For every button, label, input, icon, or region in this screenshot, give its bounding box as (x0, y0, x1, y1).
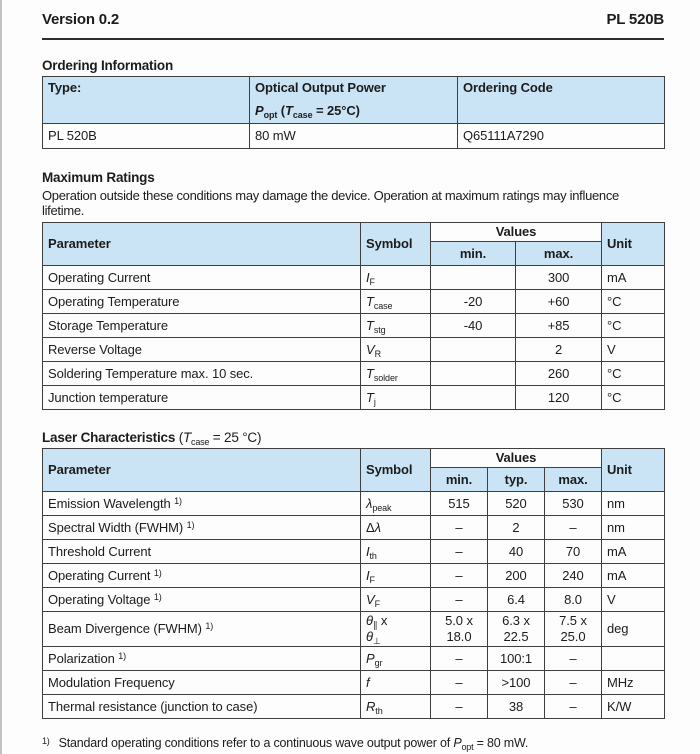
text-segment: Operating Voltage (48, 591, 154, 607)
table-row (43, 290, 665, 314)
superscript-footnote-marker: 1) (205, 621, 214, 631)
text-segment: T (366, 293, 374, 309)
subscript: th (369, 550, 377, 561)
text-segment: ( (277, 103, 286, 118)
subscript: case (373, 300, 393, 311)
cell-unit: °C (602, 314, 665, 338)
table-row (43, 266, 665, 290)
cell-min (431, 386, 516, 410)
cell-typ: 200 (488, 564, 545, 588)
cell-unit: °C (602, 386, 665, 410)
table-row (43, 386, 665, 410)
text-segment: θ (366, 629, 373, 644)
subscript: peak (372, 502, 392, 513)
cell-typ: 38 (488, 695, 545, 719)
subscript: F (369, 276, 375, 287)
column-header-ordering-code: Ordering Code (458, 77, 665, 124)
text-segment: V (366, 591, 375, 607)
cell-typ: 40 (488, 540, 545, 564)
cell-min: – (431, 647, 488, 671)
laser-characteristics-table (42, 448, 665, 719)
text-segment: 18.0 (446, 629, 472, 644)
cell-max: 70 (545, 540, 602, 564)
cell-min: – (431, 564, 488, 588)
laser-table-head (43, 449, 665, 492)
cell-unit: deg (602, 612, 665, 647)
cell-parameter (43, 564, 361, 588)
text-segment: Standard operating conditions refer to a continuous wave output power of (58, 736, 454, 750)
table-row (43, 671, 665, 695)
cell-min (431, 362, 516, 386)
cell-type: PL 520B (43, 124, 250, 149)
text-segment: P (366, 650, 375, 666)
cell-parameter: Storage Temperature (43, 314, 361, 338)
column-header-min: min. (431, 242, 516, 266)
cell-symbol (361, 564, 431, 588)
cell-power: 80 mW (250, 124, 458, 149)
cell-max (545, 612, 602, 647)
cell-max: 530 (545, 492, 602, 516)
cell-symbol (361, 671, 431, 695)
subscript: F (369, 574, 375, 585)
cell-symbol (361, 290, 431, 314)
cell-min: 515 (431, 492, 488, 516)
cell-parameter: Operating Current (43, 266, 361, 290)
table-row (43, 124, 665, 149)
ordering-information-section (42, 58, 664, 149)
cell-parameter (43, 588, 361, 612)
footnote-marker: 1) (42, 736, 50, 746)
cell-min: – (431, 540, 488, 564)
cell-parameter (43, 695, 361, 719)
cell-symbol (361, 492, 431, 516)
maximum-ratings-table-head (43, 223, 665, 266)
cell-symbol (361, 386, 431, 410)
cell-symbol (361, 314, 431, 338)
power-header-line2 (255, 103, 452, 119)
cell-unit: mA (602, 266, 665, 290)
table-row (43, 695, 665, 719)
column-header-values: Values (431, 449, 602, 468)
column-header-type: Type: (43, 77, 250, 124)
product-name: PL 520B (606, 11, 664, 28)
subscript: opt (263, 110, 278, 120)
cell-unit: °C (602, 362, 665, 386)
cell-unit: K/W (602, 695, 665, 719)
cell-symbol (361, 266, 431, 290)
text-segment: Δ (366, 519, 375, 535)
cell-min: – (431, 671, 488, 695)
table-row (43, 362, 665, 386)
table-row (43, 564, 665, 588)
subscript: case (191, 437, 210, 447)
cell-symbol (361, 362, 431, 386)
cell-unit: nm (602, 516, 665, 540)
subscript: case (292, 110, 313, 120)
cell-unit: nm (602, 492, 665, 516)
cell-typ: 6.4 (488, 588, 545, 612)
cell-max: 240 (545, 564, 602, 588)
cell-max: 300 (516, 266, 602, 290)
cell-min: – (431, 695, 488, 719)
table-header-row (43, 77, 665, 124)
cell-typ (488, 612, 545, 647)
laser-characteristics-section (42, 430, 664, 719)
cell-symbol (361, 516, 431, 540)
cell-max: +85 (516, 314, 602, 338)
document-header (42, 11, 664, 28)
cell-min: -40 (431, 314, 516, 338)
laser-title-text: Laser Characteristics (42, 430, 179, 445)
ordering-table-head (43, 77, 665, 124)
subscript: ⊥ (372, 636, 381, 646)
subscript: R (374, 348, 381, 359)
table-row (43, 338, 665, 362)
text-segment: 22.5 (503, 629, 529, 644)
cell-max: 2 (516, 338, 602, 362)
column-header-unit: Unit (602, 223, 665, 266)
superscript-footnote-marker: 1) (174, 495, 182, 506)
table-row (43, 588, 665, 612)
cell-min (431, 612, 488, 647)
cell-max: 8.0 (545, 588, 602, 612)
cell-symbol (361, 540, 431, 564)
maximum-ratings-section (42, 170, 664, 410)
text-segment: I (366, 567, 370, 583)
cell-parameter: Junction temperature (43, 386, 361, 410)
text-segment: P (453, 736, 462, 750)
cell-unit: MHz (602, 671, 665, 695)
cell-min: -20 (431, 290, 516, 314)
text-segment: Operating Current (48, 567, 154, 583)
text-segment: T (285, 103, 293, 118)
text-segment: T (366, 317, 374, 333)
subscript: solder (373, 372, 398, 383)
power-header-line1: Optical Output Power (255, 80, 386, 95)
column-header-max: max. (545, 468, 602, 492)
cell-symbol (361, 695, 431, 719)
maximum-ratings-description: Operation outside these conditions may damage the device. Operation at maximum ratings may influence lifetime. (42, 188, 619, 218)
cell-code: Q65111A7290 (458, 124, 665, 149)
datasheet-page (2, 0, 700, 750)
column-header-min: min. (431, 468, 488, 492)
text-segment: I (366, 269, 370, 285)
cell-min (431, 338, 516, 362)
cell-max: – (545, 647, 602, 671)
cell-min: – (431, 516, 488, 540)
table-row (43, 492, 665, 516)
cell-min: – (431, 588, 488, 612)
text-segment: Threshold Current (48, 543, 152, 559)
subscript: th (375, 705, 383, 716)
cell-symbol (361, 647, 431, 671)
version-label: Version 0.2 (42, 11, 120, 28)
text-segment: θ (366, 613, 373, 628)
laser-table-body (43, 492, 665, 719)
column-header-parameter: Parameter (43, 223, 361, 266)
text-segment: λ (366, 495, 373, 511)
text-segment: Thermal resistance (junction to case) (48, 698, 258, 714)
text-segment: f (366, 674, 370, 690)
cell-symbol (361, 338, 431, 362)
text-segment: I (366, 543, 370, 559)
table-row (43, 612, 665, 647)
footnote-text (59, 736, 529, 750)
text-segment: 6.3 x (502, 613, 530, 628)
text-segment: P (255, 103, 264, 118)
footnote (42, 736, 664, 750)
text-segment: 7.5 x (559, 613, 587, 628)
cell-parameter: Reverse Voltage (43, 338, 361, 362)
table-row (43, 516, 665, 540)
text-segment: x (377, 613, 388, 628)
text-segment: Emission Wavelength (48, 495, 175, 511)
cell-unit: mA (602, 564, 665, 588)
cell-typ: >100 (488, 671, 545, 695)
subscript: opt (461, 742, 474, 752)
cell-unit: °C (602, 290, 665, 314)
text-segment: Beam Divergence (FWHM) (48, 621, 206, 636)
ordering-table-body (43, 124, 665, 149)
text-segment: 5.0 x (445, 613, 473, 628)
cell-parameter (43, 492, 361, 516)
text-segment: Modulation Frequency (48, 674, 175, 690)
superscript-footnote-marker: 1) (118, 650, 127, 661)
text-segment: T (366, 365, 374, 381)
cell-max: – (545, 671, 602, 695)
cell-typ: 520 (488, 492, 545, 516)
text-segment: 25.0 (560, 629, 586, 644)
cell-max: – (545, 516, 602, 540)
cell-max: 260 (516, 362, 602, 386)
column-header-values: Values (431, 223, 602, 242)
column-header-symbol: Symbol (361, 449, 431, 492)
header-divider (42, 38, 664, 40)
column-header-unit: Unit (602, 449, 665, 492)
subscript: stg (373, 324, 386, 335)
subscript: F (374, 598, 380, 609)
cell-unit (602, 647, 665, 671)
table-header-row (43, 449, 665, 468)
maximum-ratings-table-body (43, 266, 665, 410)
superscript-footnote-marker: 1) (153, 591, 162, 602)
cell-max: +60 (516, 290, 602, 314)
column-header-typ: typ. (488, 468, 545, 492)
text-segment: T (366, 389, 374, 405)
section-title-laser-characteristics (42, 430, 664, 445)
subscript: gr (374, 657, 383, 668)
column-header-power (250, 77, 458, 124)
subscript: ∥ (372, 620, 378, 630)
cell-max: – (545, 695, 602, 719)
subscript: j (373, 396, 376, 407)
section-title-ordering: Ordering Information (42, 58, 174, 73)
laser-title-condition (179, 430, 262, 445)
superscript-footnote-marker: 1) (186, 519, 195, 530)
ordering-table (42, 76, 665, 149)
text-segment: Spectral Width (FWHM) (48, 519, 187, 535)
text-segment: T (182, 430, 192, 445)
text-segment: ( (178, 430, 183, 445)
table-row (43, 647, 665, 671)
cell-parameter (43, 647, 361, 671)
cell-parameter (43, 516, 361, 540)
text-segment: Polarization (48, 650, 119, 666)
cell-symbol (361, 588, 431, 612)
maximum-ratings-table (42, 222, 665, 410)
superscript-footnote-marker: 1) (153, 567, 162, 578)
cell-parameter (43, 612, 361, 647)
column-header-symbol: Symbol (361, 223, 431, 266)
table-row (43, 314, 665, 338)
cell-symbol (361, 612, 431, 647)
column-header-max: max. (516, 242, 602, 266)
cell-max: 120 (516, 386, 602, 410)
cell-parameter: Operating Temperature (43, 290, 361, 314)
cell-parameter: Soldering Temperature max. 10 sec. (43, 362, 361, 386)
table-header-row (43, 223, 665, 242)
cell-typ: 100:1 (488, 647, 545, 671)
cell-min (431, 266, 516, 290)
cell-unit: V (602, 338, 665, 362)
text-segment: R (366, 698, 376, 714)
text-segment: = 25 °C) (209, 430, 262, 445)
text-segment: V (366, 341, 375, 357)
section-title-maximum-ratings: Maximum Ratings (42, 170, 155, 185)
table-row (43, 540, 665, 564)
column-header-parameter: Parameter (43, 449, 361, 492)
cell-parameter (43, 671, 361, 695)
cell-unit: mA (602, 540, 665, 564)
text-segment: = 80 mW. (473, 736, 529, 750)
cell-unit: V (602, 588, 665, 612)
text-segment: λ (374, 519, 381, 535)
cell-parameter (43, 540, 361, 564)
text-segment: = 25°C) (312, 103, 360, 118)
cell-typ: 2 (488, 516, 545, 540)
